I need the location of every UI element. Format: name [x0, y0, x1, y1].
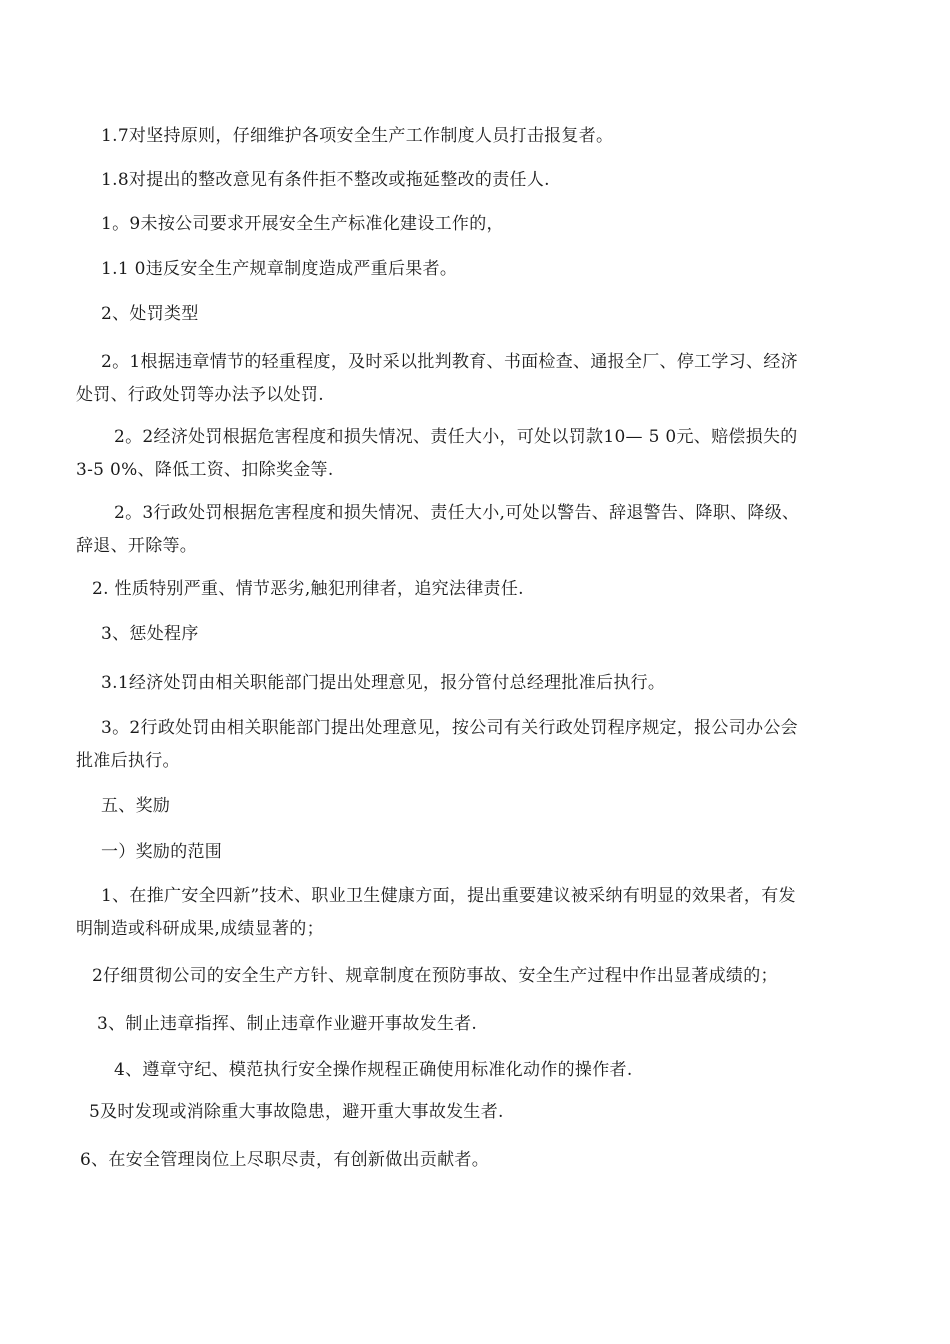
clause-2-4: 2. 性质特别严重、情节恶劣,触犯刑律者，追究法律责任.: [92, 579, 524, 599]
section-heading-rewards: 五、奖励: [101, 796, 171, 816]
reward-item-6: 6、在安全管理岗位上尽职尽责，有创新做出贡献者。: [80, 1150, 490, 1170]
clause-2-1: 2。1根据违章情节的轻重程度，及时采以批判教育、书面检查、通报全厂、停工学习、经济: [101, 352, 798, 372]
clause-1-10: 1.1 0违反安全生产规章制度造成严重后果者。: [101, 259, 458, 279]
section-heading-penalty-types: 2、处罚类型: [101, 304, 199, 324]
clause-3-2: 3。2行政处罚由相关职能部门提出处理意见，按公司有关行政处罚程序规定，报公司办公会: [101, 718, 798, 738]
section-heading-punishment-procedure: 3、惩处程序: [101, 624, 199, 644]
subsection-heading-reward-scope: 一）奖励的范围: [101, 842, 223, 862]
clause-2-1-continued: 处罚、行政处罚等办法予以处罚.: [76, 385, 324, 405]
clause-1-8: 1.8对提出的整改意见有条件拒不整改或拖延整改的责任人.: [101, 170, 550, 190]
clause-3-2-continued: 批准后执行。: [76, 751, 180, 771]
reward-item-2: 2仔细贯彻公司的安全生产方针、规章制度在预防事故、安全生产过程中作出显著成绩的；: [92, 966, 778, 986]
clause-1-9: 1。9未按公司要求开展安全生产标准化建设工作的，: [101, 214, 504, 234]
clause-1-7: 1.7对坚持原则，仔细维护各项安全生产工作制度人员打击报复者。: [101, 126, 614, 146]
reward-item-1-continued: 明制造或科研成果,成绩显著的；: [76, 919, 324, 939]
clause-2-3: 2。3行政处罚根据危害程度和损失情况、责任大小,可处以警告、辞退警告、降职、降级、: [114, 503, 800, 523]
reward-item-1: 1、在推广安全四新”技术、职业卫生健康方面，提出重要建议被采纳有明显的效果者，有发: [101, 886, 796, 906]
clause-2-3-continued: 辞退、开除等。: [76, 536, 198, 556]
clause-3-1: 3.1经济处罚由相关职能部门提出处理意见，报分管付总经理批准后执行。: [101, 673, 666, 693]
reward-item-5: 5及时发现或消除重大事故隐患，避开重大事故发生者.: [89, 1102, 504, 1122]
reward-item-3: 3、制止违章指挥、制止违章作业避开事故发生者.: [97, 1014, 478, 1034]
clause-2-2-continued: 3-5 0%、降低工资、扣除奖金等.: [76, 460, 334, 480]
reward-item-4: 4、遵章守纪、模范执行安全操作规程正确使用标准化动作的操作者.: [114, 1060, 633, 1080]
clause-2-2: 2。2经济处罚根据危害程度和损失情况、责任大小，可处以罚款10— 5 0元、赔偿损失的: [114, 427, 798, 447]
